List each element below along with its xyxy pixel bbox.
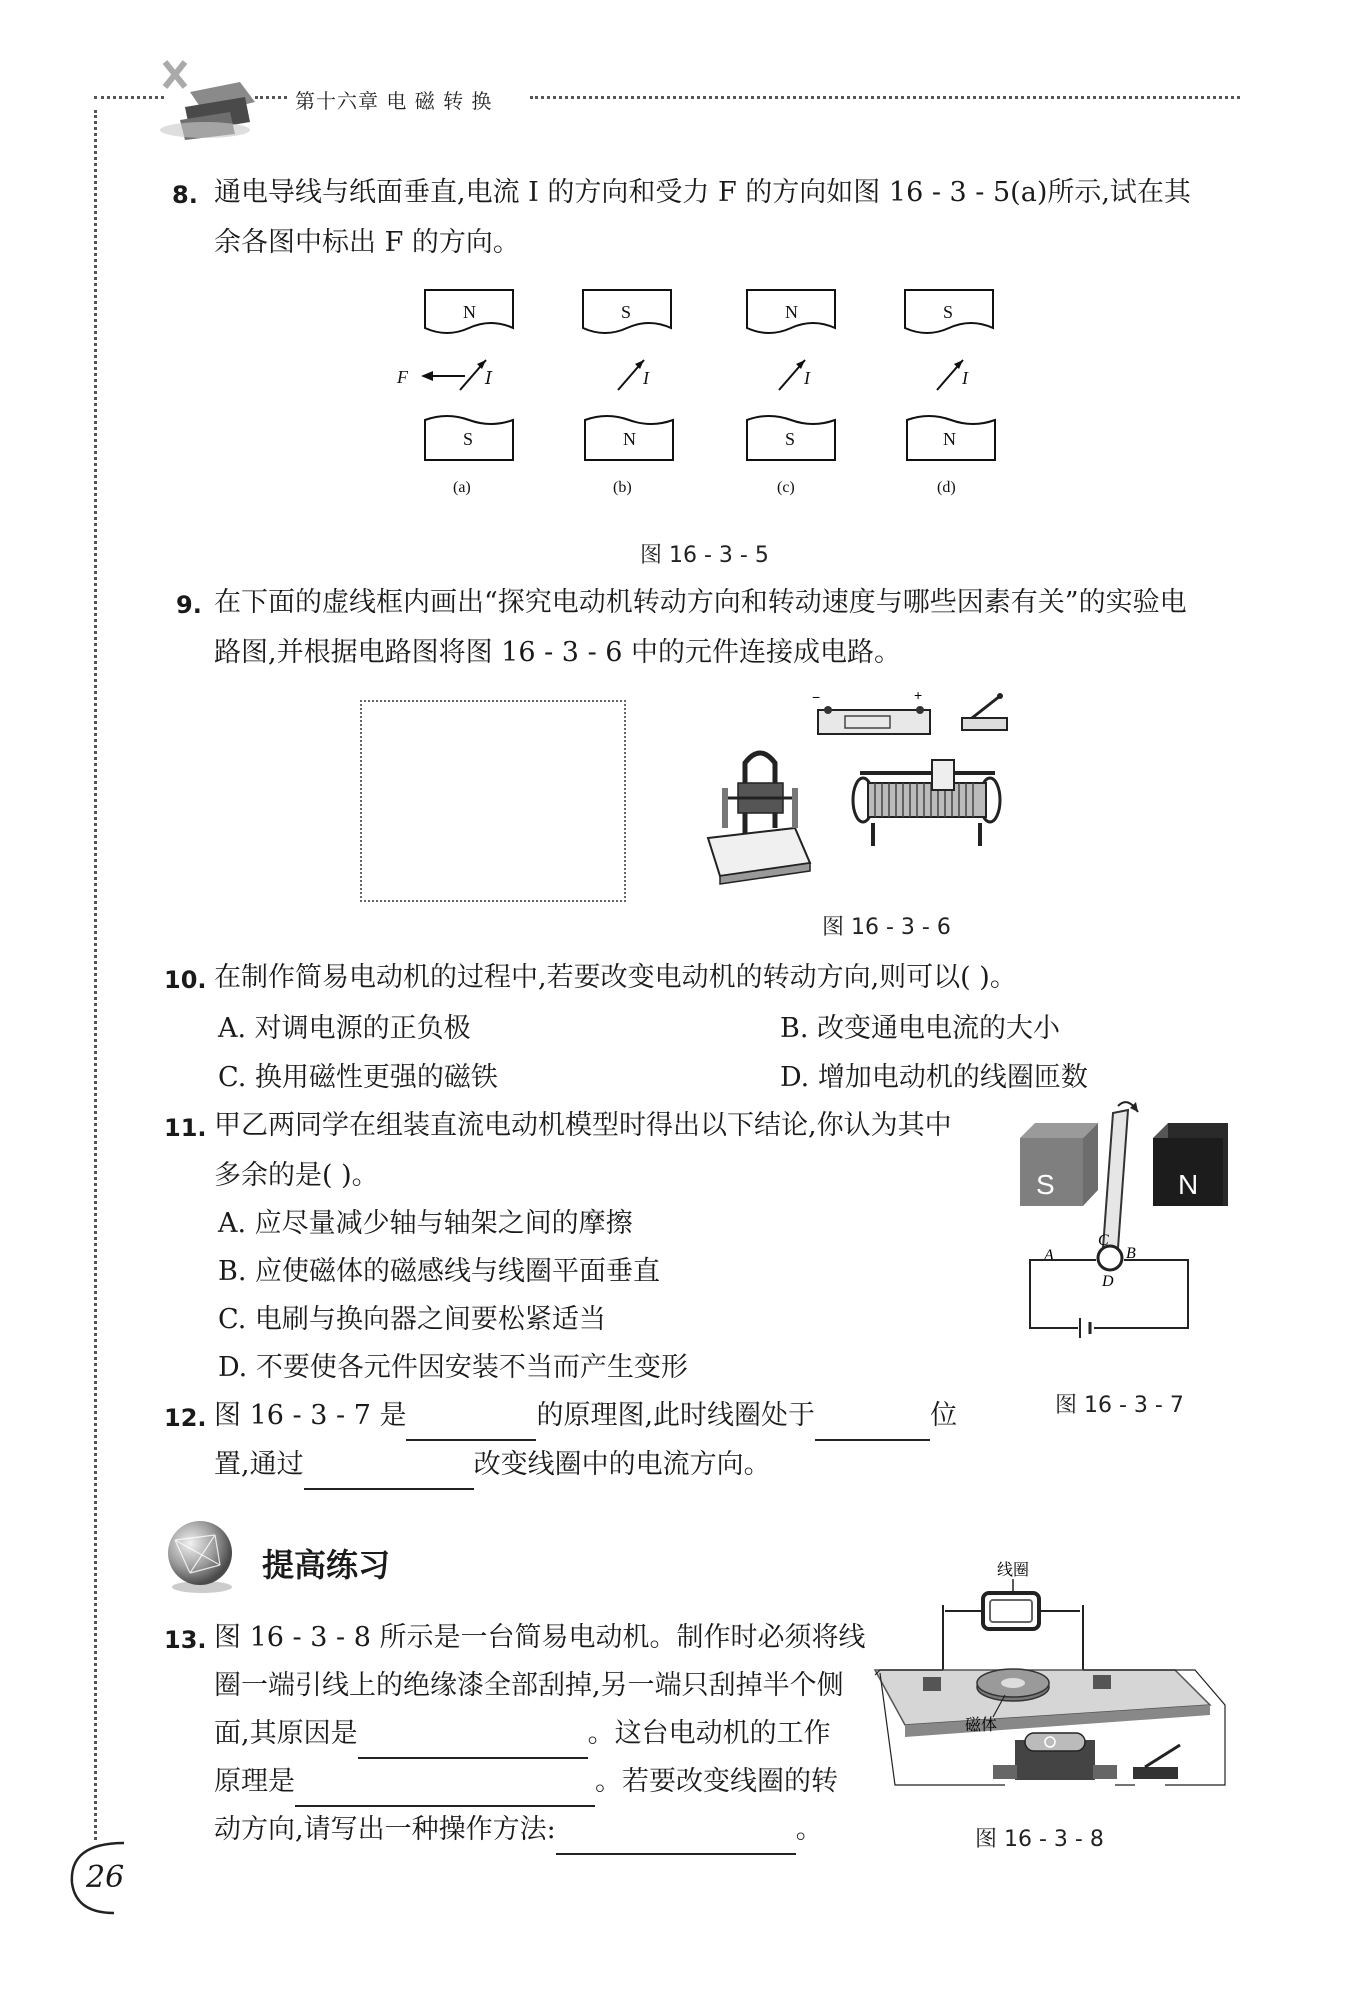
panel-c-bottom-pole: S: [785, 429, 796, 449]
section-title: 提高练习: [262, 1546, 391, 1584]
panel-c-top-pole: N: [785, 302, 798, 322]
q13-text-4b: 。若要改变线圈的转: [595, 1766, 838, 1797]
figure-16-3-8: [865, 1555, 1235, 1815]
header-rule-left: [94, 96, 164, 99]
fig7-label-a: A: [1044, 1247, 1054, 1264]
q9-number: 9.: [176, 591, 202, 619]
panel-d-top-pole: S: [943, 302, 954, 322]
q13-text-3b: 。这台电动机的工作: [587, 1718, 831, 1749]
q12-blank-2[interactable]: [815, 1409, 930, 1441]
q10-option-c[interactable]: C. 换用磁性更强的磁铁: [218, 1062, 498, 1093]
q12-blank-1[interactable]: [406, 1409, 536, 1441]
q11-option-d[interactable]: D. 不要使各元件因安装不当而产生变形: [218, 1352, 688, 1383]
q13-line2: 圈一端引线上的绝缘漆全部刮掉,另一端只刮掉半个侧: [214, 1670, 844, 1701]
panel-d-current-label: I: [962, 368, 968, 388]
q12-line2: [214, 1440, 771, 1490]
panel-a-top-pole: N: [463, 302, 476, 322]
q12-text-3: 位: [930, 1400, 958, 1431]
q13-number: 13.: [164, 1626, 207, 1654]
motor-model-icon: [708, 753, 810, 884]
coil-label: 线圈: [997, 1562, 1030, 1579]
panel-b-label: (b): [613, 479, 632, 496]
q13-text-4a: 原理是: [214, 1766, 295, 1797]
fig7-label-d: D: [1102, 1273, 1114, 1290]
header-rule-mid: [255, 96, 287, 99]
circuit-drawing-box[interactable]: [360, 700, 626, 902]
q13-text-5b: 。: [795, 1814, 823, 1845]
figure-16-3-5-caption: 图 16 - 3 - 5: [640, 543, 769, 568]
q13-line5: [214, 1805, 823, 1855]
q8-line1: 通电导线与纸面垂直,电流 I 的方向和受力 F 的方向如图 16 - 3 - 5(a)所示,试在其: [214, 177, 1191, 208]
q13-blank-2[interactable]: [295, 1775, 595, 1807]
panel-d: [905, 290, 995, 496]
fig7-label-b: B: [1126, 1245, 1136, 1262]
magnet-s-label: S: [1036, 1169, 1055, 1200]
panel-d-label: (d): [937, 479, 956, 496]
panel-b: [583, 290, 673, 496]
q12-line1: [214, 1391, 957, 1441]
panel-a-force-label: F: [397, 367, 408, 387]
panel-a-label: (a): [453, 479, 471, 496]
q10-stem: 在制作简易电动机的过程中,若要改变电动机的转动方向,则可以( )。: [214, 962, 1017, 993]
q10-option-d[interactable]: D. 增加电动机的线圈匝数: [780, 1062, 1088, 1093]
q11-number: 11.: [164, 1114, 207, 1142]
figure-16-3-6-caption: 图 16 - 3 - 6: [822, 915, 951, 940]
q11-option-c[interactable]: C. 电刷与换向器之间要松紧适当: [218, 1304, 606, 1335]
q9-line1: 在下面的虚线框内画出“探究电动机转动方向和转动速度与哪些因素有关”的实验电: [214, 587, 1187, 618]
panel-c-current-label: I: [804, 368, 810, 388]
q13-line4: [214, 1757, 838, 1807]
q13-text-3a: 面,其原因是: [214, 1718, 358, 1749]
left-margin-rule: [94, 110, 97, 1840]
q12-text-4: 置,通过: [214, 1449, 304, 1480]
q13-text-5a: 动方向,请写出一种操作方法:: [214, 1814, 556, 1845]
q13-blank-1[interactable]: [358, 1727, 588, 1759]
header-logo: [150, 52, 260, 142]
magnet-label: 磁体: [965, 1717, 998, 1734]
magnet-n-label: N: [1178, 1169, 1199, 1200]
figure-16-3-7-caption: 图 16 - 3 - 7: [1055, 1393, 1184, 1418]
q12-blank-3[interactable]: [304, 1458, 474, 1490]
battery-plus-label: +: [914, 688, 923, 703]
fig7-label-c: C: [1098, 1232, 1109, 1249]
q12-text-2: 的原理图,此时线圈处于: [536, 1400, 816, 1431]
q13-line3: [214, 1709, 831, 1759]
header-rule-right: [530, 96, 1240, 99]
battery-icon: [812, 688, 930, 734]
panel-a: [396, 290, 513, 496]
panel-b-bottom-pole: N: [623, 429, 636, 449]
chapter-title: 第十六章 电 磁 转 换: [295, 89, 493, 113]
panel-d-bottom-pole: N: [943, 429, 956, 449]
q11-option-b[interactable]: B. 应使磁体的磁感线与线圈平面垂直: [218, 1256, 661, 1287]
panel-c-label: (c): [777, 479, 795, 496]
page-number: 26: [86, 1860, 125, 1895]
figure-16-3-6: [700, 688, 1070, 908]
section-globe-icon: [160, 1515, 240, 1595]
q9-line2: 路图,并根据电路图将图 16 - 3 - 6 中的元件连接成电路。: [214, 637, 902, 668]
q10-number: 10.: [164, 966, 207, 994]
q8-line2: 余各图中标出 F 的方向。: [214, 227, 520, 258]
q10-option-a[interactable]: A. 对调电源的正负极: [218, 1013, 471, 1044]
figure-16-3-5: [385, 280, 1025, 510]
switch-icon: [962, 693, 1007, 730]
figure-16-3-8-caption: 图 16 - 3 - 8: [975, 1827, 1104, 1852]
battery-minus-label: −: [812, 689, 821, 705]
q11-line1: 甲乙两同学在组装直流电动机模型时得出以下结论,你认为其中: [214, 1110, 952, 1141]
q12-number: 12.: [164, 1404, 207, 1432]
panel-a-bottom-pole: S: [463, 429, 474, 449]
q11-option-a[interactable]: A. 应尽量减少轴与轴架之间的摩擦: [218, 1208, 633, 1239]
q13-line1: 图 16 - 3 - 8 所示是一台简易电动机。制作时必须将线: [214, 1622, 866, 1653]
q8-number: 8.: [172, 181, 198, 209]
q13-blank-3[interactable]: [556, 1823, 796, 1855]
q12-text-5: 改变线圈中的电流方向。: [473, 1449, 771, 1480]
rheostat-icon: [853, 760, 1000, 846]
figure-16-3-7: [1018, 1098, 1238, 1363]
panel-b-top-pole: S: [621, 302, 632, 322]
q11-line2: 多余的是( )。: [214, 1160, 379, 1191]
panel-b-current-label: I: [643, 368, 649, 388]
q10-option-b[interactable]: B. 改变通电电流的大小: [780, 1013, 1061, 1044]
panel-c: [747, 290, 835, 496]
q12-text-1: 图 16 - 3 - 7 是: [214, 1400, 407, 1431]
panel-a-current-label: I: [485, 368, 493, 389]
